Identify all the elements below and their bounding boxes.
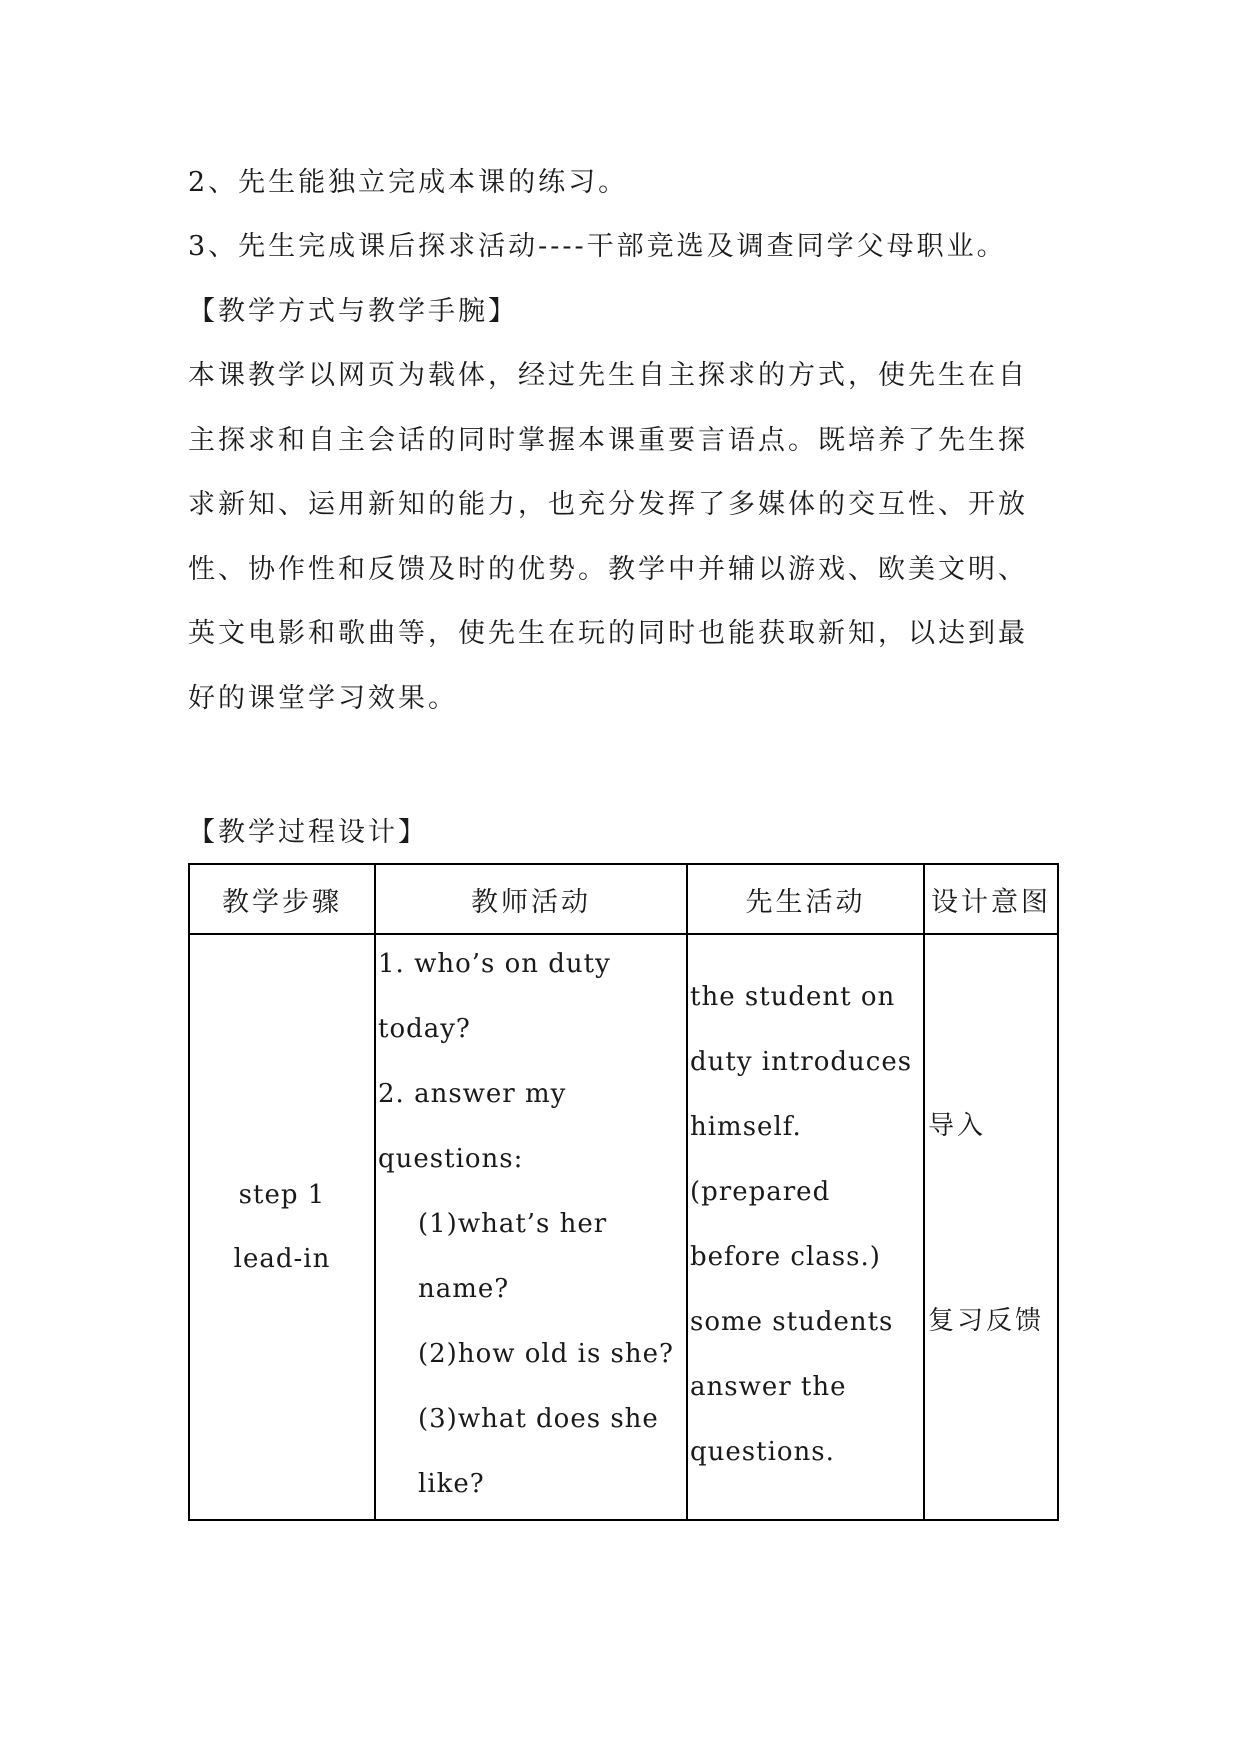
student-activity-cell bbox=[687, 934, 924, 1520]
student-line: duty introduces bbox=[690, 1047, 913, 1077]
step-name: lead-in bbox=[233, 1244, 331, 1274]
intent-lead-in: 导入 bbox=[928, 1111, 987, 1141]
teacher-line: like? bbox=[418, 1469, 485, 1499]
objective-item-2: 2、先生能独立完成本课的练习。 bbox=[188, 167, 629, 198]
teacher-line: (1)what’s her bbox=[418, 1209, 608, 1239]
method-paragraph-line: 主探求和自主会话的同时掌握本课重要言语点。既培养了先生探 bbox=[188, 425, 1028, 456]
step-cell bbox=[189, 934, 375, 1520]
teacher-line: 1. who’s on duty bbox=[378, 949, 611, 979]
method-paragraph-line: 好的课堂学习效果。 bbox=[188, 683, 458, 714]
header-teaching-step: 教学步骤 bbox=[189, 864, 375, 934]
student-line: some students bbox=[690, 1307, 894, 1337]
student-line: the student on bbox=[690, 982, 896, 1012]
method-paragraph-line: 本课教学以网页为载体，经过先生自主探求的方式，使先生在自 bbox=[188, 360, 1028, 391]
objective-item-3: 3、先生完成课后探求活动----干部竞选及调查同学父母职业。 bbox=[188, 231, 1007, 262]
teacher-line: (3)what does she bbox=[418, 1404, 659, 1434]
intent-review: 复习反馈 bbox=[928, 1306, 1045, 1336]
process-table bbox=[188, 863, 1059, 1521]
method-paragraph-line: 英文电影和歌曲等，使先生在玩的同时也能获取新知，以达到最 bbox=[188, 618, 1028, 649]
table-header-row bbox=[189, 864, 1058, 934]
student-line: answer the bbox=[690, 1372, 847, 1402]
table-row bbox=[189, 934, 1058, 1520]
teacher-line: today? bbox=[378, 1014, 471, 1044]
process-heading: 【教学过程设计】 bbox=[188, 817, 428, 848]
teacher-line: name? bbox=[418, 1274, 510, 1304]
header-student-activity: 先生活动 bbox=[687, 864, 924, 934]
student-line: before class.) bbox=[690, 1242, 881, 1272]
student-line: himself. bbox=[690, 1112, 802, 1142]
header-teacher-activity: 教师活动 bbox=[375, 864, 687, 934]
student-line: questions. bbox=[690, 1437, 835, 1467]
method-heading: 【教学方式与教学手腕】 bbox=[188, 296, 518, 327]
method-paragraph-line: 性、协作性和反馈及时的优势。教学中并辅以游戏、欧美文明、 bbox=[188, 554, 1028, 585]
teacher-line: questions: bbox=[378, 1144, 524, 1174]
student-line: (prepared bbox=[690, 1177, 831, 1207]
method-paragraph-line: 求新知、运用新知的能力，也充分发挥了多媒体的交互性、开放 bbox=[188, 489, 1028, 520]
header-design-intent: 设计意图 bbox=[924, 864, 1058, 934]
design-intent-cell bbox=[924, 934, 1058, 1520]
teacher-activity-cell bbox=[375, 934, 687, 1520]
teacher-line: 2. answer my bbox=[378, 1079, 567, 1109]
teacher-line: (2)how old is she? bbox=[418, 1339, 674, 1369]
step-number: step 1 bbox=[238, 1180, 326, 1210]
